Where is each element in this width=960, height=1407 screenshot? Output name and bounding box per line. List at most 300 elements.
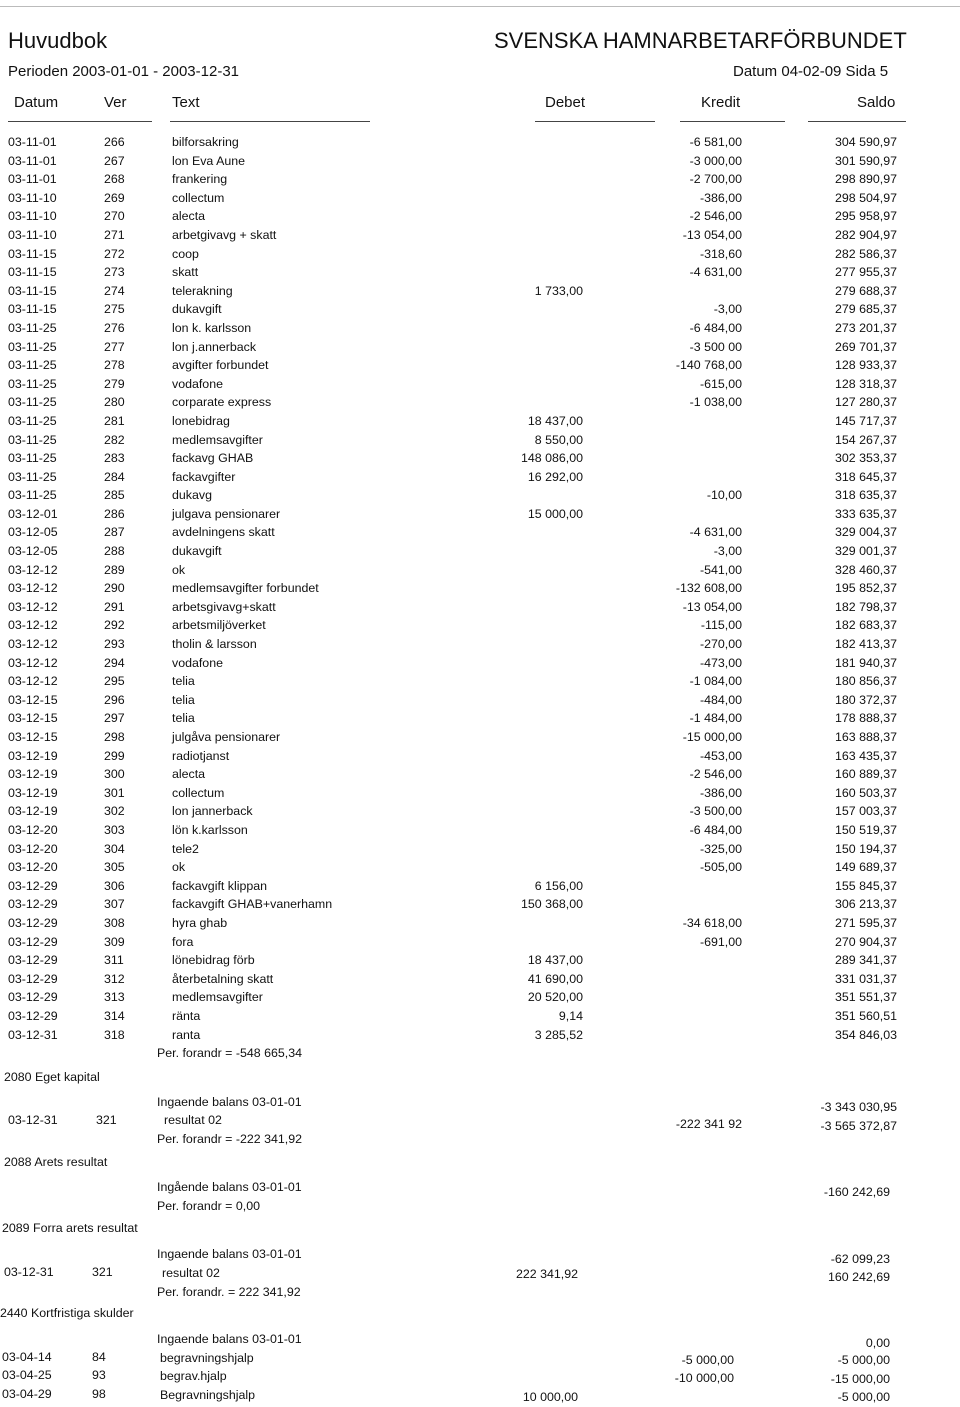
row-kredit: -615,00	[699, 376, 742, 391]
row-kredit: -325,00	[699, 841, 742, 856]
ledger-rows	[0, 133, 960, 1044]
row-kredit: -270,00	[699, 637, 742, 652]
ledger-row	[0, 356, 960, 375]
row-date: 03-11-25	[8, 358, 57, 373]
row-date: 03-12-15	[8, 730, 58, 744]
row-ver: 269	[104, 190, 125, 205]
ledger-row	[0, 338, 960, 357]
ledger-row	[0, 654, 960, 673]
ledger-row	[0, 616, 960, 635]
row-debet: 222 341,92	[515, 1267, 578, 1281]
row-date: 03-11-10	[8, 227, 57, 242]
row-debet: 148 086,00	[520, 451, 583, 466]
row-saldo: 302 353,37	[834, 451, 897, 466]
ledger-row	[0, 486, 960, 505]
row-saldo: 154 267,37	[834, 432, 897, 447]
row-debet: 41 690,00	[527, 971, 583, 986]
row-date: 03-11-10	[8, 209, 57, 224]
row-ver: 268	[104, 172, 125, 187]
ingaende-saldo: 0,00	[865, 1336, 890, 1350]
row-date: 03-12-31	[8, 1027, 58, 1042]
row-text: julgåva pensionarer	[172, 730, 281, 744]
report-date-page: Datum 04-02-09 Sida 5	[733, 63, 889, 80]
row-saldo: 295 958,97	[834, 209, 897, 224]
ledger-row	[0, 802, 960, 821]
row-ver: 313	[104, 990, 125, 1005]
row-text: tele2	[172, 841, 199, 856]
row-text: ok	[172, 562, 186, 577]
row-debet: 18 437,00	[527, 953, 583, 968]
row-ver: 307	[104, 897, 125, 912]
row-saldo: 160 889,37	[834, 767, 897, 782]
row-date: 03-12-05	[8, 525, 58, 540]
row-date: 03-12-29	[8, 915, 58, 930]
row-saldo: 157 003,37	[834, 804, 897, 819]
row-ver: 285	[104, 488, 125, 503]
row-saldo: 289 341,37	[834, 953, 897, 968]
row-saldo: 273 201,37	[834, 320, 897, 335]
ledger-row	[0, 207, 960, 226]
row-kredit: -386,00	[699, 190, 742, 205]
row-ver: 278	[104, 358, 125, 373]
ledger-row	[0, 300, 960, 319]
row-date: 03-12-15	[8, 692, 58, 707]
row-kredit: -3 000,00	[689, 153, 742, 168]
row-ver: 303	[104, 822, 125, 837]
row-ver: 299	[104, 748, 125, 763]
ledger-row	[0, 393, 960, 412]
row-saldo: 145 717,37	[834, 413, 897, 428]
row-debet: 150 368,00	[520, 897, 583, 912]
row-kredit: -5 000,00	[681, 1353, 734, 1367]
row-debet: 15 000,00	[527, 506, 583, 521]
row-ver: 84	[92, 1350, 106, 1364]
row-ver: 314	[104, 1008, 125, 1023]
ingaende-saldo: -160 242,69	[823, 1185, 890, 1199]
row-saldo: 298 504,97	[834, 190, 897, 205]
row-kredit: -386,00	[699, 785, 742, 800]
row-date: 03-11-15	[8, 302, 57, 317]
row-text: telia	[172, 692, 195, 707]
ledger-row	[0, 468, 960, 487]
ingaende-text: Ingående balans 03-01-01	[157, 1180, 302, 1194]
row-date: 03-12-05	[8, 544, 58, 559]
row-date: 03-11-25	[8, 432, 57, 447]
row-ver: 287	[104, 525, 125, 540]
row-saldo: 178 888,37	[834, 711, 897, 726]
row-date: 03-12-12	[8, 581, 58, 596]
row-ver: 321	[96, 1113, 117, 1127]
row-debet: 20 520,00	[527, 990, 583, 1005]
row-kredit: -140 768,00	[675, 358, 742, 373]
row-saldo: 331 031,37	[834, 971, 897, 986]
row-text: fackavgift GHAB+vanerhamn	[172, 897, 333, 912]
row-date: 03-12-19	[8, 785, 58, 800]
row-text: fackavgift klippan	[172, 878, 268, 893]
row-date: 03-12-20	[8, 860, 58, 875]
ledger-row	[0, 170, 960, 189]
row-kredit: -505,00	[699, 860, 742, 875]
row-saldo: 351 551,37	[834, 990, 897, 1005]
row-debet: 9,14	[558, 1008, 583, 1023]
row-saldo: 318 635,37	[834, 488, 897, 503]
row-saldo: 182 798,37	[834, 599, 897, 614]
ledger-row	[0, 152, 960, 171]
row-date: 03-04-14	[2, 1350, 52, 1364]
row-ver: 296	[104, 692, 125, 707]
row-saldo: 298 890,97	[834, 172, 897, 187]
row-date: 03-12-12	[8, 655, 58, 670]
row-date: 03-12-29	[8, 953, 58, 968]
row-ver: 298	[104, 730, 125, 744]
row-saldo: 270 904,37	[834, 934, 897, 949]
ingaende-saldo: -62 099,23	[830, 1252, 890, 1266]
account-heading: 2440 Kortfristiga skulder	[0, 1306, 134, 1320]
row-ver: 301	[104, 785, 125, 800]
row-saldo: -15 000,00	[830, 1372, 890, 1386]
row-date: 03-11-25	[8, 339, 57, 354]
row-ver: 98	[92, 1387, 106, 1401]
row-kredit: -1 084,00	[689, 674, 742, 689]
per-forandr-text: Per. forandr. = 222 341,92	[157, 1285, 301, 1299]
row-saldo: 282 904,97	[834, 227, 897, 242]
row-saldo: 155 845,37	[834, 878, 897, 893]
col-kredit: Kredit	[701, 94, 741, 111]
row-kredit: -484,00	[699, 692, 742, 707]
row-saldo: 195 852,37	[834, 581, 897, 596]
row-text: återbetalning skatt	[172, 971, 274, 986]
row-kredit: -2 700,00	[689, 172, 742, 187]
ledger-row	[0, 970, 960, 989]
row-date: 03-11-15	[8, 265, 57, 280]
ledger-row	[0, 1026, 960, 1045]
account-heading: 2088 Arets resultat	[4, 1155, 108, 1169]
row-date: 03-12-29	[8, 934, 58, 949]
row-kredit: -15 000,00	[682, 730, 742, 744]
row-saldo: 180 372,37	[834, 692, 897, 707]
row-kredit: -541,00	[699, 562, 742, 577]
row-date: 03-04-25	[2, 1368, 52, 1382]
row-date: 03-12-31	[4, 1265, 54, 1279]
row-text: begrav.hjalp	[160, 1369, 227, 1383]
row-ver: 93	[92, 1368, 106, 1382]
row-ver: 276	[104, 320, 125, 335]
row-ver: 297	[104, 711, 125, 726]
row-ver: 304	[104, 841, 125, 856]
row-text: alecta	[172, 209, 206, 224]
row-debet: 6 156,00	[534, 878, 583, 893]
row-text: lonebidrag	[172, 413, 230, 428]
row-saldo: 160 242,69	[827, 1270, 890, 1284]
header-rule	[535, 121, 655, 122]
header-rule	[680, 121, 785, 122]
col-datum: Datum	[14, 94, 59, 111]
row-text: collectum	[172, 785, 225, 800]
ledger-row	[0, 226, 960, 245]
ledger-row	[0, 858, 960, 877]
row-saldo: 304 590,97	[834, 135, 897, 149]
per-forandr-text: Per. forandr = -548 665,34	[157, 1046, 303, 1060]
ledger-row	[0, 672, 960, 691]
row-saldo: 329 001,37	[834, 544, 897, 559]
row-saldo: 127 280,37	[834, 395, 897, 410]
ledger-row	[0, 598, 960, 617]
row-saldo: 301 590,97	[834, 153, 897, 168]
ledger-row	[0, 895, 960, 914]
row-saldo: 271 595,37	[834, 915, 897, 930]
column-header-row	[0, 94, 960, 124]
row-text: ränta	[172, 1008, 201, 1023]
ledger-row	[0, 765, 960, 784]
ledger-row	[0, 282, 960, 301]
row-date: 03-11-15	[8, 283, 57, 298]
row-saldo: 180 856,37	[834, 674, 897, 689]
row-ver: 275	[104, 302, 125, 317]
ingaende-text: Ingaende balans 03-01-01	[157, 1247, 302, 1261]
row-ver: 286	[104, 506, 125, 521]
row-text: telia	[172, 711, 195, 726]
row-text: lon Eva Aune	[172, 153, 246, 168]
row-text: fackavg GHAB	[172, 451, 254, 466]
row-date: 03-12-29	[8, 897, 58, 912]
row-ver: 306	[104, 878, 125, 893]
row-debet: 10 000,00	[522, 1390, 578, 1404]
row-date: 03-11-25	[8, 469, 57, 484]
ingaende-text: Ingaende balans 03-01-01	[157, 1095, 302, 1109]
row-date: 03-12-19	[8, 804, 58, 819]
row-date: 03-12-12	[8, 562, 58, 577]
row-date: 03-11-25	[8, 320, 57, 335]
ledger-row	[0, 840, 960, 859]
row-saldo: 181 940,37	[834, 655, 897, 670]
row-ver: 267	[104, 153, 125, 168]
row-kredit: -4 631,00	[689, 525, 742, 540]
row-ver: 266	[104, 135, 125, 149]
row-date: 03-11-01	[8, 135, 57, 149]
row-ver: 300	[104, 767, 125, 782]
row-saldo: 160 503,37	[834, 785, 897, 800]
row-kredit: -2 546,00	[689, 767, 742, 782]
top-rule	[0, 0, 960, 7]
row-ver: 318	[104, 1027, 125, 1042]
row-saldo: 163 888,37	[834, 730, 897, 744]
row-date: 03-12-15	[8, 711, 58, 726]
row-text: ok	[172, 860, 186, 875]
row-kredit: -6 581,00	[689, 135, 742, 149]
ledger-row	[0, 691, 960, 710]
row-date: 03-12-20	[8, 841, 58, 856]
row-text: medlemsavgifter	[172, 990, 263, 1005]
row-date: 03-11-25	[8, 376, 57, 391]
row-text: Begravningshjalp	[160, 1388, 256, 1402]
organization-name: SVENSKA HAMNARBETARFÖRBUNDET	[494, 28, 907, 53]
row-saldo: 128 318,37	[834, 376, 897, 391]
row-ver: 321	[92, 1265, 113, 1279]
row-saldo: 149 689,37	[834, 860, 897, 875]
ledger-row	[0, 189, 960, 208]
row-ver: 271	[104, 227, 125, 242]
row-kredit: -115,00	[700, 618, 742, 633]
row-ver: 272	[104, 246, 125, 261]
row-text: frankering	[172, 172, 228, 187]
row-ver: 283	[104, 451, 125, 466]
report-title: Huvudbok	[8, 28, 108, 53]
row-saldo: 351 560,51	[834, 1008, 897, 1023]
row-date: 03-11-10	[8, 190, 57, 205]
row-date: 03-12-29	[8, 878, 58, 893]
ledger-row	[0, 635, 960, 654]
row-text: avgifter forbundet	[172, 358, 269, 373]
row-ver: 293	[104, 637, 125, 652]
account-heading: 2089 Forra arets resultat	[2, 1221, 138, 1235]
row-date: 03-12-29	[8, 1008, 58, 1023]
row-text: vodafone	[172, 655, 223, 670]
row-date: 03-12-12	[8, 674, 58, 689]
row-kredit: -3,00	[713, 302, 742, 317]
row-kredit: -34 618,00	[682, 915, 742, 930]
row-date: 03-12-01	[8, 506, 58, 521]
col-ver: Ver	[104, 94, 127, 111]
row-text: lon j.annerback	[172, 339, 257, 354]
row-ver: 289	[104, 562, 125, 577]
row-date: 03-12-20	[8, 822, 58, 837]
row-ver: 273	[104, 265, 125, 280]
report-period: Perioden 2003-01-01 - 2003-12-31	[8, 63, 239, 80]
ledger-row	[0, 505, 960, 524]
row-kredit: -1 038,00	[689, 395, 742, 410]
row-kredit: -2 546,00	[689, 209, 742, 224]
row-text: radiotjanst	[172, 748, 230, 763]
row-text: fackavgifter	[172, 469, 236, 484]
row-debet: 18 437,00	[527, 413, 583, 428]
ledger-row	[0, 449, 960, 468]
col-debet: Debet	[545, 94, 586, 111]
row-text: begravningshjalp	[160, 1351, 254, 1365]
row-text: julgava pensionarer	[172, 506, 281, 521]
row-kredit: -10 000,00	[674, 1371, 734, 1385]
row-kredit: -3 500,00	[689, 804, 742, 819]
header-rule	[170, 121, 370, 122]
row-saldo: -5 000,00	[837, 1353, 890, 1367]
row-kredit: -1 484,00	[689, 711, 742, 726]
row-date: 03-12-19	[8, 748, 58, 763]
row-kredit: -6 484,00	[689, 822, 742, 837]
row-saldo: -5 000,00	[837, 1390, 890, 1404]
row-date: 03-12-31	[8, 1113, 58, 1127]
row-ver: 308	[104, 915, 125, 930]
row-kredit: -3,00	[713, 544, 742, 559]
ledger-row	[0, 951, 960, 970]
row-saldo: 182 683,37	[834, 618, 897, 633]
row-saldo: 269 701,37	[834, 339, 897, 354]
row-date: 03-11-25	[8, 413, 57, 428]
row-saldo: 333 635,37	[834, 506, 897, 521]
row-saldo: 279 685,37	[834, 302, 897, 317]
row-date: 03-12-12	[8, 618, 58, 633]
header-rule	[104, 121, 152, 122]
row-text: fora	[172, 934, 194, 949]
row-text: lön k.karlsson	[172, 822, 248, 837]
row-text: alecta	[172, 767, 206, 782]
ledger-row	[0, 542, 960, 561]
ledger-row	[0, 245, 960, 264]
row-saldo: 318 645,37	[834, 469, 897, 484]
ledger-row	[0, 784, 960, 803]
row-kredit: -318,60	[699, 246, 742, 261]
row-saldo: 279 688,37	[834, 283, 897, 298]
row-date: 03-11-15	[8, 246, 57, 261]
row-text: hyra ghab	[172, 915, 228, 930]
row-ver: 282	[104, 432, 125, 447]
row-ver: 295	[104, 674, 125, 689]
row-text: arbetgivavg + skatt	[172, 227, 277, 242]
row-ver: 280	[104, 395, 125, 410]
ledger-row	[0, 263, 960, 282]
row-text: bilforsakring	[172, 135, 239, 149]
row-text: lon k. karlsson	[172, 320, 252, 335]
row-kredit: -222 341 92	[675, 1117, 742, 1131]
row-kredit: -453,00	[699, 748, 742, 763]
row-text: lon jannerback	[172, 804, 253, 819]
row-date: 03-11-01	[8, 153, 57, 168]
row-text: telerakning	[172, 283, 233, 298]
row-ver: 305	[104, 860, 125, 875]
ingaende-text: Ingaende balans 03-01-01	[157, 1332, 302, 1346]
row-kredit: -3 500 00	[689, 339, 742, 354]
row-ver: 294	[104, 655, 125, 670]
ledger-row	[0, 728, 960, 747]
row-text: medlemsavgifter forbundet	[172, 581, 319, 596]
col-text: Text	[172, 94, 200, 111]
row-text: skatt	[172, 265, 199, 280]
row-ver: 288	[104, 544, 125, 559]
per-forandr-text: Per. forandr = -222 341,92	[157, 1132, 303, 1146]
row-ver: 302	[104, 804, 125, 819]
row-saldo: 306 213,37	[834, 897, 897, 912]
row-text: resultat 02	[162, 1266, 220, 1280]
row-date: 03-12-29	[8, 990, 58, 1005]
col-saldo: Saldo	[857, 94, 896, 111]
row-kredit: -4 631,00	[689, 265, 742, 280]
row-saldo: 329 004,37	[834, 525, 897, 540]
row-saldo: 163 435,37	[834, 748, 897, 763]
row-ver: 274	[104, 283, 125, 298]
row-saldo: 150 519,37	[834, 822, 897, 837]
row-ver: 279	[104, 376, 125, 391]
row-saldo: -3 565 372,87	[820, 1119, 897, 1133]
row-saldo: 354 846,03	[834, 1027, 897, 1042]
ledger-row	[0, 914, 960, 933]
row-text: lönebidrag förb	[172, 953, 255, 968]
row-ver: 281	[104, 413, 125, 428]
row-kredit: -13 054,00	[682, 599, 742, 614]
row-date: 03-11-01	[8, 172, 57, 187]
ledger-row	[0, 1007, 960, 1026]
row-date: 03-04-29	[2, 1387, 52, 1401]
ledger-row	[0, 747, 960, 766]
row-date: 03-11-25	[8, 451, 57, 466]
row-kredit: -132 608,00	[675, 581, 742, 596]
row-text: resultat 02	[164, 1113, 222, 1127]
ledger-row	[0, 988, 960, 1007]
row-text: arbetsgivavg+skatt	[172, 599, 276, 614]
account-heading: 2080 Eget kapital	[4, 1070, 100, 1084]
row-kredit: -13 054,00	[682, 227, 742, 242]
ledger-row	[0, 375, 960, 394]
row-date: 03-12-19	[8, 767, 58, 782]
row-kredit: -691,00	[699, 934, 742, 949]
row-text: dukavgift	[172, 302, 222, 317]
